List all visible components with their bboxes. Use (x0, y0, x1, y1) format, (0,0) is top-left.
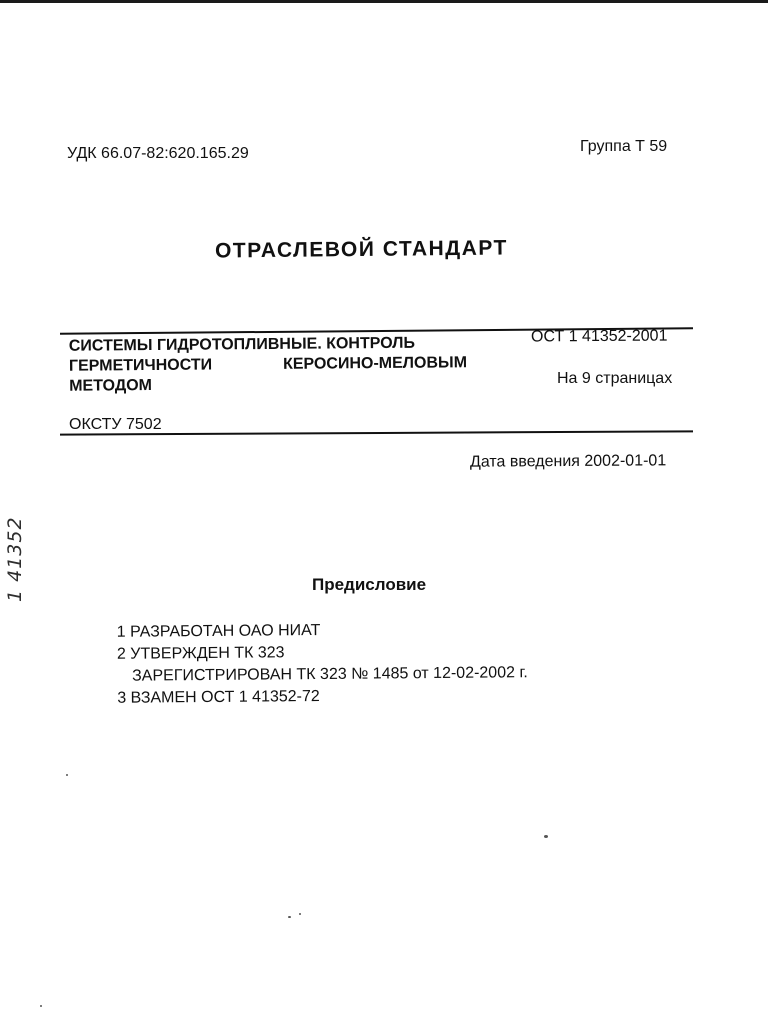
scan-speck (299, 913, 301, 915)
foreword-item-registered: ЗАРЕГИСТРИРОВАН ТК 323 № 1485 от 12-02-2002 г. (132, 664, 528, 685)
okstu-code: ОКСТУ 7502 (69, 416, 162, 433)
page-count: На 9 страницах (557, 370, 673, 387)
scan-speck (40, 1005, 42, 1007)
title-line-1: СИСТЕМЫ ГИДРОТОПЛИВНЫЕ. КОНТРОЛЬ (68, 334, 416, 355)
foreword-item-approved: 2 УТВЕРЖДЕН ТК 323 (116, 644, 285, 663)
scan-speck (66, 774, 68, 776)
foreword-item-replaces: 3 ВЗАМЕН ОСТ 1 41352-72 (117, 688, 320, 707)
title-line-2-part-b: КЕРОСИНО-МЕЛОВЫМ (282, 354, 468, 373)
margin-note-text: 1 41352 (4, 516, 26, 602)
document-title (69, 333, 470, 396)
standard-number: ОСТ 1 41352-2001 (530, 327, 668, 346)
standard-type-heading: ОТРАСЛЕВОЙ СТАНДАРТ (214, 236, 509, 263)
scan-speck (288, 916, 291, 918)
foreword-heading: Предисловие (312, 575, 427, 594)
handwritten-margin-note (0, 506, 40, 606)
introduction-date: Дата введения 2002-01-01 (469, 452, 667, 471)
title-line-3: МЕТОДОМ (69, 377, 153, 395)
group-code: Группа Т 59 (580, 138, 668, 155)
scan-speck (544, 835, 548, 838)
title-line-2 (69, 353, 467, 376)
scan-top-edge (0, 0, 768, 3)
foreword-item-developed: 1 РАЗРАБОТАН ОАО НИАТ (116, 622, 321, 641)
title-line-2-part-a: ГЕРМЕТИЧНОСТИ (68, 356, 213, 375)
udk-code: УДК 66.07-82:620.165.29 (67, 145, 249, 162)
foreword-list (117, 618, 528, 710)
